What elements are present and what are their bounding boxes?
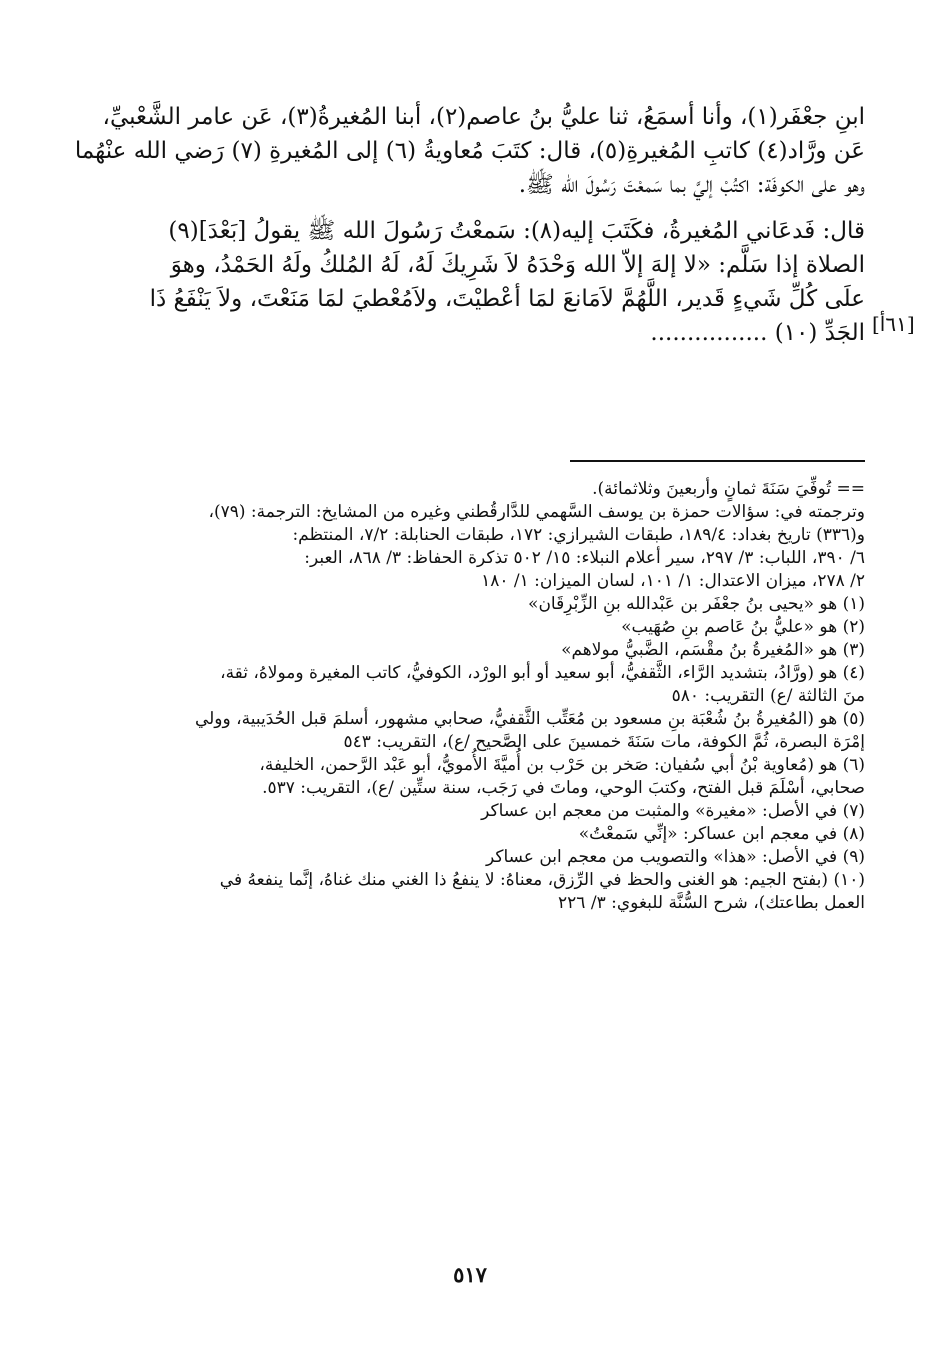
footnote-line: إمْرَة البصرة، ثُمَّ الكوفة، مات سَنَةَ خمسينَ على الصَّحيح /ع)، التقريب: ٥٤٣ [343,732,865,752]
footnote-text: هو (المُغيرةُ بنُ شُعْبَة بنِ مسعود بن مُعَتِّب الثَّقفيُّ، صحابي مشهور، أسلمَ قبل الحُدَيبية، وولي [194,709,838,729]
footnote-number: (٧) [842,801,865,821]
main-line: عَن ورَّاد(٤) كاتبِ المُغيرةِ(٥)، قال: كتَبَ مُعاويةُ (٦) إلى المُغيرةِ (٧) رَضي الله عنْهُما [74,138,865,164]
footnote-line: صحابي، أسْلَمَ قبل الفتح، وكتبَ الوحي، وماتَ في رَجَب، سنة ستِّين /ع)، التقريب: ٥٣٧. [262,778,865,798]
main-paragraph-1 [74,100,865,202]
footnote-4 [95,662,865,708]
footnote-line [95,593,865,616]
footnote-number: (٤) [842,663,865,683]
footnote-number: (١) [842,594,865,614]
footnote-line: منَ الثالثة /ع) التقريب: ٥٨٠ [671,686,865,706]
manuscript-folio-reference: [٦١أ] [872,312,915,336]
footnote-number: (٦) [842,755,865,775]
footnote-7 [95,800,865,823]
footnote-line [95,708,865,731]
main-paragraph-2 [95,214,865,350]
main-text [74,100,865,362]
footnote-text: في الأصل: «هذا» والتصويب من معجم ابن عساكر [485,847,838,867]
footnote-line: العمل بطاعتك)، شرح السُّنَّة للبغوي: ٣/ ٢٢٦ [558,893,865,913]
main-line: الصلاة إذا سَلَّم: «لا إلهَ إلاّ الله وَحْدَهُ لاَ شَرِيكَ لَهُ، لَهُ المُلكُ ولَهُ الحَمْدُ، وهوَ [170,252,865,278]
footnote-9 [95,846,865,869]
footnote-line: و(٣٣٦) تاريخ بغداد: ١٨٩/٤، طبقات الشيرازي: ١٧٢، طبقات الحنابلة: ٧/٢، المنتظم: [292,525,865,545]
footnote-line [95,800,865,823]
footnote-number: (٢) [842,617,865,637]
footnote-number: (١٠) [833,870,865,890]
footnote-6 [95,754,865,800]
footnote-line [95,616,865,639]
footnote-2 [95,616,865,639]
main-line: علَى كُلِّ شَيءٍ قَدير، اللَّهُمَّ لاَمَانعَ لمَا أعْطيْتَ، ولاَمُعْطيَ لمَا مَنَعْتَ، ولاَ يَنْفَعُ ذَا [149,286,865,312]
footnote-number: (٥) [842,709,865,729]
footnote-separator [570,460,865,462]
main-line: الجَدِّ (١٠) ................ [650,320,865,346]
footnote-line [95,639,865,662]
footnote-line: ٦/ ٣٩٠، اللباب: ٣/ ٢٩٧، سير أعلام النبلاء: ١٥/ ٥٠٢ تذكرة الحفاظ: ٣/ ٨٦٨، العبر: [304,548,865,568]
footnote-10 [95,869,865,915]
footnote-text: هو «عليُّ بنُ عَاصم بنِ صُهَيب» [621,617,838,637]
footnote-line [95,869,865,892]
footnote-line [95,662,865,685]
footnote-5 [95,708,865,754]
footnote-text: في الأصل: «مغيرة» والمثبت من معجم ابن عساكر [481,801,838,821]
footnote-text: هو (ورَّادُ، بتشديد الرَّاء، الثَّقفيُّ، أبو سعيد أو أبو الورْد، الكوفيُّ، كاتب المغيرة ومولاهُ، ثقة، [220,663,838,683]
main-line: قال: فَدعَاني المُغيرةُ، فكَتَبَ إليه(٨): سَمعْتُ رَسُولَ الله ﷺ يقولُ [بَعْدَ](٩) [168,218,865,244]
footnotes [95,478,865,915]
main-line: وهو على الكوفَة: اكتُبْ إليَّ بما سَمعْتَ رَسُولَ الله ﷺ. [518,172,865,198]
footnote-line [95,754,865,777]
footnote-text: هو (مُعاوية بْنُ أبي سُفيان: صَخر بن حَرْب بن أُميَّةَ الأُمويُّ، أبو عَبْد الرَّحمن، الخليفة، [259,755,838,775]
main-line: ابنِ جعْفَر(١)، وأنا أسمَعُ، ثنا عليُّ بنُ عاصم(٢)، أبنا المُغيرةُ(٣)، عَن عامر الشَّعْبيِّ، [102,104,865,130]
footnote-text: (بفتح الجيم: هو الغنى والحظ في الرِّزق، معناهُ: لا ينفعُ ذا الغني منك غناهُ، إنَّما ينفعهُ في [219,870,829,890]
footnote-continuation [95,478,865,593]
footnote-line: ٢/ ٢٧٨، ميزان الاعتدال: ١/ ١٠١، لسان الميزان: ١/ ١٨٠ [481,571,865,591]
footnote-3 [95,639,865,662]
footnote-text: في معجم ابن عساكر: «إنِّي سَمعْتُ» [578,824,838,844]
footnote-text: هو «يحيى بنُ جعْفَر بن عَبْدالله بنِ الزِّبْرِقَان» [528,594,838,614]
footnote-line: وترجمته في: سؤالات حمزة بن يوسف السَّهمي للدَّارقُطني وغيره من المشايخ: الترجمة: (٧٩)، [208,502,865,522]
footnote-line [95,846,865,869]
footnote-number: (٣) [842,640,865,660]
footnote-number: (٨) [842,824,865,844]
footnote-8 [95,823,865,846]
footnote-line: == تُوفِّيَ سَنَةَ ثمانٍ وأربعينَ وثلاثمائة). [592,479,865,499]
footnote-line [95,823,865,846]
page-number: ٥١٧ [453,1262,487,1287]
footnote-text: هو «المُغيرةُ بنُ مقْسَم، الضَّبيُّ مولاهم» [561,640,838,660]
footnote-1 [95,593,865,616]
footnote-number: (٩) [842,847,865,867]
